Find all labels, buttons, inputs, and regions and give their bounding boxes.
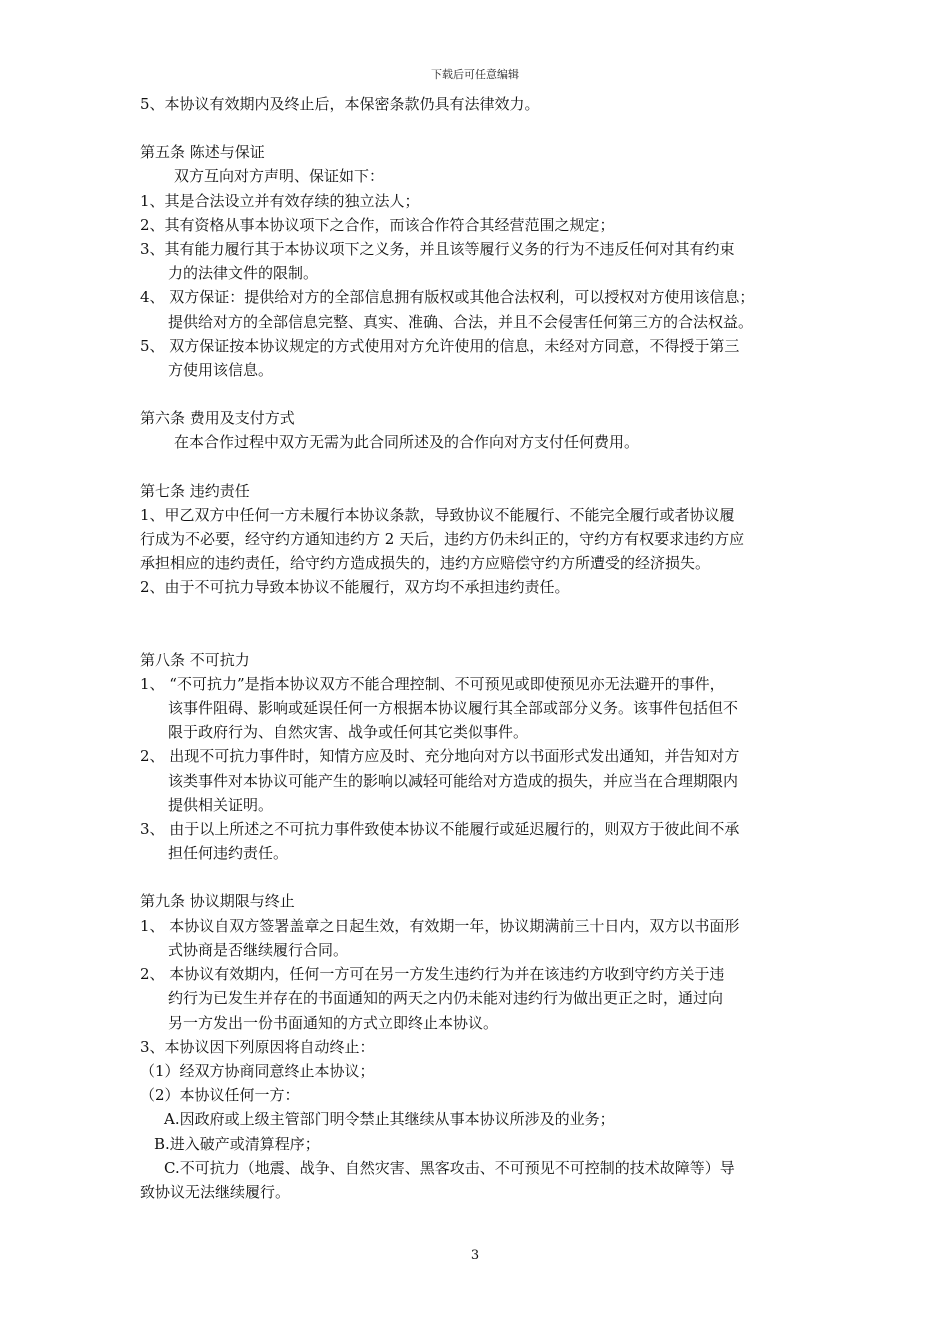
list-item: 3、其有能力履行其于本协议项下之义务，并且该等履行义务的行为不违反任何对其有约束 xyxy=(140,240,735,259)
paragraph: 2、由于不可抗力导致本协议不能履行，双方均不承担违约责任。 xyxy=(140,578,570,597)
section-title: 第五条 陈述与保证 xyxy=(140,143,265,162)
list-item: 1、 本协议自双方签署盖章之日起生效，有效期一年，协议期满前三十日内，双方以书面形 xyxy=(140,916,740,935)
page-number: 3 xyxy=(470,1248,480,1263)
section-title: 第六条 费用及支付方式 xyxy=(140,409,295,428)
page-header: 下载后可任意编辑 xyxy=(431,68,519,81)
paragraph: 在本合作过程中双方无需为此合同所述及的合作向对方支付任何费用。 xyxy=(174,433,640,452)
paragraph: 1、甲乙双方中任何一方未履行本协议条款，导致协议不能履行、不能完全履行或者协议履 xyxy=(140,505,735,524)
list-item: 5、 双方保证按本协议规定的方式使用对方允许使用的信息，未经对方同意，不得授于第三 xyxy=(140,336,740,355)
list-item-cont: 该类事件对本协议可能产生的影响以减轻可能给对方造成的损失，并应当在合理期限内 xyxy=(168,771,739,790)
list-item-cont: 提供相关证明。 xyxy=(168,795,274,814)
document-body xyxy=(140,92,840,1204)
paragraph: 行成为不必要，经守约方通知违约方 2 天后，违约方仍未纠正的，守约方有权要求违约方应 xyxy=(140,530,745,549)
list-item: C.不可抗力（地震、战争、自然灾害、黑客攻击、不可预见不可控制的技术故障等）导 xyxy=(164,1158,735,1177)
list-item-cont: 担任何违约责任。 xyxy=(168,844,289,863)
list-item-cont: 限于政府行为、自然灾害、战争或任何其它类似事件。 xyxy=(168,723,529,742)
list-item: 4、 双方保证：提供给对方的全部信息拥有版权或其他合法权利，可以授权对方使用该信息； xyxy=(140,288,755,307)
list-item: 3、本协议因下列原因将自动终止： xyxy=(140,1037,375,1056)
section-title: 第八条 不可抗力 xyxy=(140,650,250,669)
list-item: （1）经双方协商同意终止本协议； xyxy=(140,1061,375,1080)
list-item: （2）本协议任何一方： xyxy=(140,1086,300,1105)
section-title: 第九条 协议期限与终止 xyxy=(140,892,295,911)
list-item-cont: 该事件阻碍、影响或延误任何一方根据本协议履行其全部或部分义务。该事件包括但不 xyxy=(168,699,739,718)
list-item: 2、 本协议有效期内，任何一方可在另一方发生违约行为并在该违约方收到守约方关于违 xyxy=(140,965,725,984)
list-item: B.进入破产或清算程序； xyxy=(154,1134,320,1153)
list-item: 2、 出现不可抗力事件时，知情方应及时、充分地向对方以书面形式发出通知，并告知对方 xyxy=(140,747,740,766)
list-item: A.因政府或上级主管部门明令禁止其继续从事本协议所涉及的业务； xyxy=(164,1110,615,1129)
list-item-cont: 式协商是否继续履行合同。 xyxy=(168,940,349,959)
list-item-cont: 提供给对方的全部信息完整、真实、准确、合法，并且不会侵害任何第三方的合法权益。 xyxy=(168,312,754,331)
list-item: 2、其有资格从事本协议项下之合作，而该合作符合其经营范围之规定； xyxy=(140,215,615,234)
list-item-cont: 方使用该信息。 xyxy=(168,361,274,380)
list-item: 1、其是合法设立并有效存续的独立法人； xyxy=(140,191,420,210)
list-item-cont: 约行为已发生并存在的书面通知的两天之内仍未能对违约行为做出更正之时，通过向 xyxy=(168,989,724,1008)
section-title: 第七条 违约责任 xyxy=(140,481,250,500)
paragraph: 双方互向对方声明、保证如下： xyxy=(174,167,385,186)
list-item-cont: 致协议无法继续履行。 xyxy=(140,1182,291,1201)
list-item-cont: 另一方发出一份书面通知的方式立即终止本协议。 xyxy=(168,1013,499,1032)
list-item-cont: 力的法律文件的限制。 xyxy=(168,264,319,283)
list-item: 3、 由于以上所述之不可抗力事件致使本协议不能履行或延迟履行的，则双方于彼此间不承 xyxy=(140,820,740,839)
paragraph: 5、本协议有效期内及终止后，本保密条款仍具有法律效力。 xyxy=(140,95,540,113)
list-item: 1、 “不可抗力”是指本协议双方不能合理控制、不可预见或即使预见亦无法避开的事件， xyxy=(140,674,725,693)
paragraph: 承担相应的违约责任，给守约方造成损失的，违约方应赔偿守约方所遭受的经济损失。 xyxy=(140,554,711,573)
